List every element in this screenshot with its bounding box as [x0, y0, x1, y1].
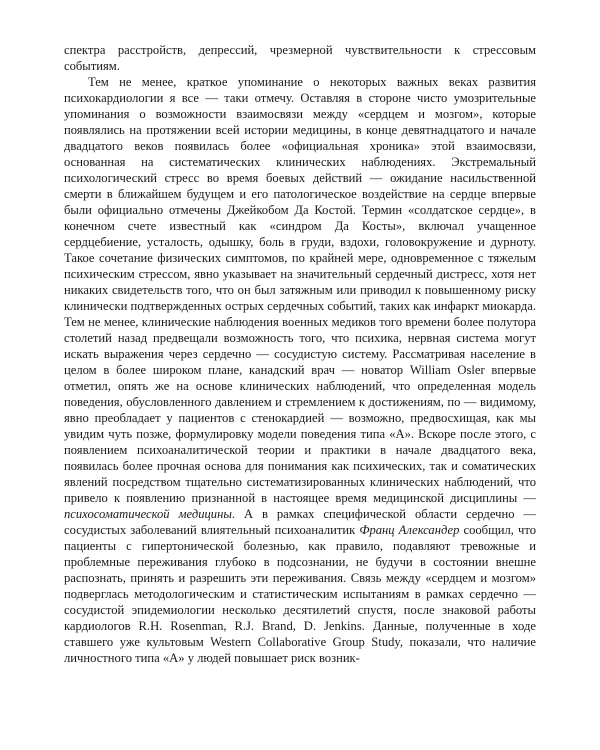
paragraph-2-text-a: Тем не менее, краткое упоминание о некоторых важных веках развития психокардиологии я все — таки отмечу. Оставляя в стороне чисто умозрительные упоминания о возможности взаимосвязи между «сердцем и мозгом», которые появлялись на протяжении всей истории медицины, в конце девятнадцатого и начале двадцатого веков появилась более «официальная хроника» этой взаимосвязи, основанная на систематических клинических наблюдениях. Экстремальный психологический стресс во время боевых действий — ожидание насильственной смерти в ближайшем будущем и его патологическое воздействие на сердце впервые были официально отмечены Джейкобом Да Костой. Термин «солдатское сердце», в конечном счете известный как «синдром Да Косты», включал учащенное сердцебиение, усталость, одышку, боль в груди, вздохи, головокружение и дурноту. Такое сочетание физических симптомов, по крайней мере, одновременное с тяжелым психическим стрессом, явно указывает на значительный сердечный дистресс, хотя нет никаких свидетельств того, что он был затяжным или приводил к повышенному риску клинически подтвержденных острых сердечных событий, таких как инфаркт миокарда. Тем не менее, клинические наблюдения военных медиков того времени более полутора столетий назад предвещали возможность того, что психика, нервная система могут искать выражения через сердечно — сосудистую систему. Рассматривая население в целом в более широком плане, канадский врач — новатор William Osler впервые отметил, опять же на основе клинических наблюдений, что определенная модель поведения, обусловленного давлением и стремлением к достижениям, по — видимому, явно преобладает у пациентов с стенокардией — возможно, предвосхищая, как мы увидим чуть позже, формулировку модели поведения типа «А». Вскоре после этого, с появлением психоаналитической теории и практики в начале двадцатого века, появилась более прочная основа для понимания как психических, так и соматических явлений посредством тщательно систематизированных клинических наблюдений, что привело к появлению признанной в настоящее время медицинской дисциплины —	[64, 75, 536, 505]
term-psychosomatic-medicine: психосоматической медицины	[64, 507, 232, 521]
paragraph-2-text-b: . А в рамках специфической области сердечно — сосудистых заболеваний влиятельный психоаналитик	[64, 507, 536, 537]
name-franz-alexander: Франц Александер	[359, 523, 460, 537]
paragraph-2	[64, 74, 536, 666]
paragraph-1-text: спектра расстройств, депрессий, чрезмерной чувствительности к стрессовым событиям.	[64, 43, 536, 73]
paragraph-2-text-c: сообщил, что пациенты с гипертонической болезнью, как правило, подавляют тревожные и проблемные переживания глубоко в подсознании, не будучи в состоянии внешне распознать, принять и разрешить эти переживания. Связь между «сердцем и мозгом» подверглась методологическим и статистическим испытаниям в рамках сердечно — сосудистой эпидемиологии несколько десятилетий спустя, после знаковой работы кардиологов R.H. Rosenman, R.J. Brand, D. Jenkins. Данные, полученные в ходе ставшего уже культовым Western Collaborative Group Study, показали, что наличие личностного типа «А» у людей повышает риск возник-	[64, 523, 536, 665]
paragraph-1	[64, 42, 536, 74]
document-page	[64, 42, 536, 666]
